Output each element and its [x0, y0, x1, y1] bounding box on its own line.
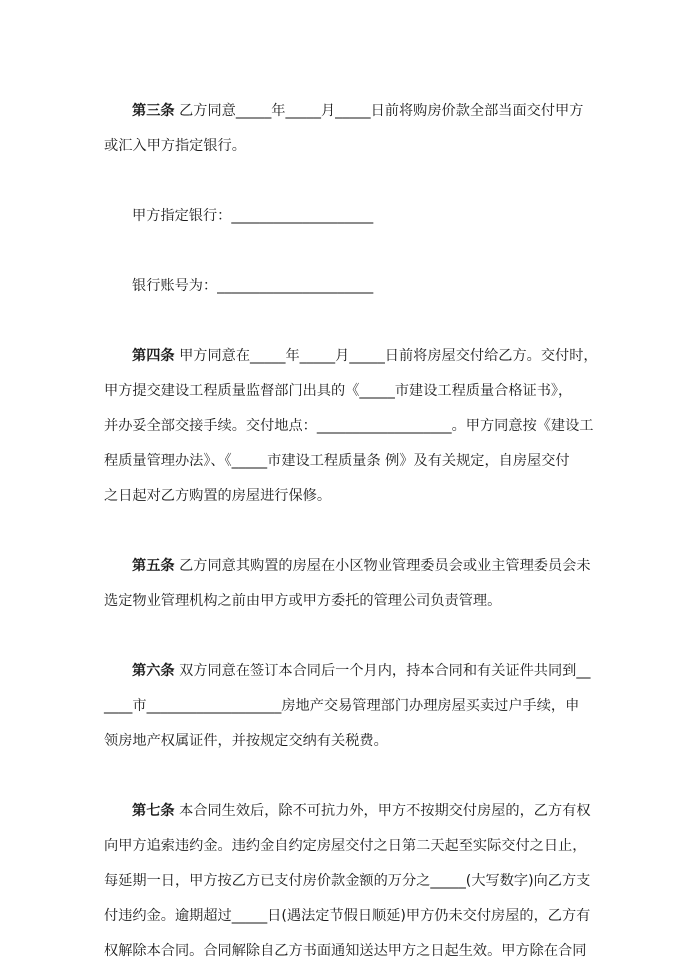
- article-3-line-2: 或汇入甲方指定银行。: [104, 138, 246, 154]
- article-7-line-4: 付违约金。逾期超过_____日(遇法定节假日顺延)甲方仍未交付房屋的，乙方有: [104, 908, 591, 924]
- article-5-line-1: [104, 549, 604, 584]
- article-3-text: 乙方同意_____年_____月_____日前将购房价款全部当面交付甲方: [174, 103, 584, 119]
- article-4-text: 甲方同意在_____年_____月_____日前将房屋交付给乙方。交付时，: [174, 348, 598, 364]
- article-6-text: 双方同意在签订本合同后一个月内，持本合同和有关证件共同到__: [174, 663, 591, 679]
- paragraph-gap: [104, 234, 604, 269]
- article-4-line-5: 之日起对乙方购置的房屋进行保修。: [104, 488, 332, 504]
- article-4-heading: 第四条: [132, 348, 175, 364]
- article-5-text: 乙方同意其购置的房屋在小区物业管理委员会或业主管理委员会未: [174, 558, 591, 574]
- article-7-line-5: 权解除本合同。合同解除自乙方书面通知送达甲方之日起生效。甲方除在合同: [104, 943, 587, 959]
- paragraph-gap: [104, 619, 604, 654]
- article-7-line-1: [104, 794, 604, 829]
- article-4-line-4: 程质量管理办法》、《_____市建设工程质量条 例》及有关规定，自房屋交付: [104, 453, 570, 469]
- article-7-line-3: 每延期一日，甲方按乙方已支付房价款金额的万分之_____(大写数字)向乙方支: [104, 873, 591, 889]
- article-4-line-2: 甲方提交建设工程质量监督部门出具的《_____市建设工程质量合格证书》，: [104, 383, 573, 399]
- article-7-text: 本合同生效后，除不可抗力外，甲方不按期交付房屋的，乙方有权: [174, 803, 591, 819]
- article-3-line-1: [104, 94, 604, 129]
- article-4-line-3: 并办妥全部交接手续。交付地点：___________________。甲方同意按《建设工: [104, 418, 594, 434]
- paragraph-gap: [104, 164, 604, 199]
- article-5-line-2: 选定物业管理机构之前由甲方或甲方委托的管理公司负责管理。: [104, 593, 502, 609]
- article-6-line-3: 领房地产权属证件，并按规定交纳有关税费。: [104, 733, 388, 749]
- article-6-heading: 第六条: [132, 663, 175, 679]
- article-6-line-2: ____市___________________房地产交易管理部门办理房屋买卖过户手续，申: [104, 698, 580, 714]
- article-6-line-1: [104, 654, 604, 689]
- paragraph-gap: [104, 759, 604, 794]
- paragraph-gap: [104, 304, 604, 339]
- article-3-heading: 第三条: [132, 103, 175, 119]
- article-7-line-2: 向甲方追索违约金。违约金自约定房屋交付之日第二天起至实际交付之日止，: [104, 838, 587, 854]
- document-page: [104, 94, 604, 969]
- bank-name-line: 甲方指定银行：____________________: [132, 208, 374, 224]
- bank-account-line: 银行账号为：______________________: [132, 278, 374, 294]
- article-7-heading: 第七条: [132, 803, 175, 819]
- article-5-heading: 第五条: [132, 558, 175, 574]
- paragraph-gap: [104, 514, 604, 549]
- article-4-line-1: [104, 339, 604, 374]
